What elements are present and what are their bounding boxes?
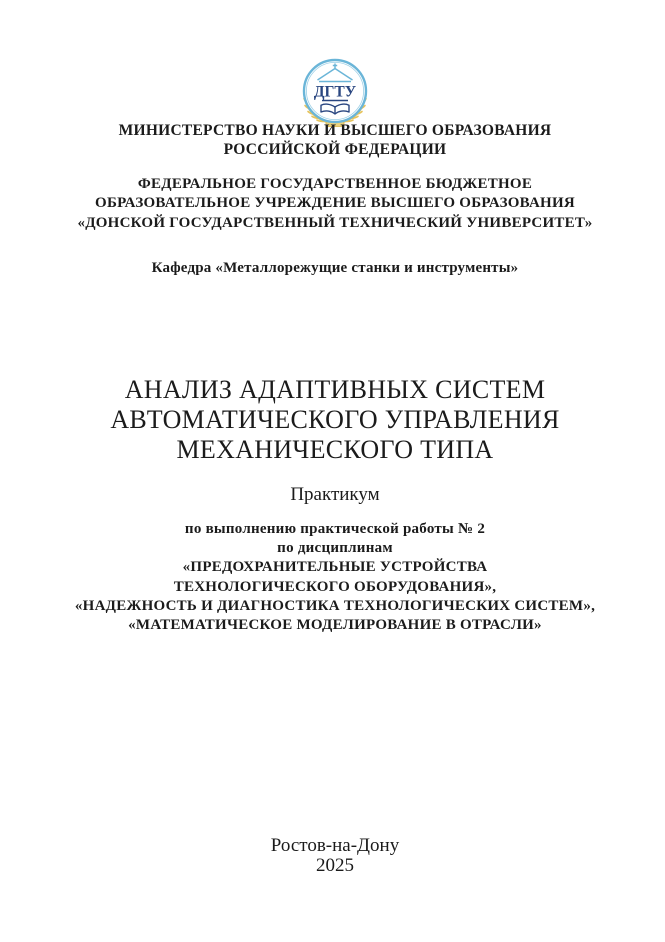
document-title-line: МЕХАНИЧЕСКОГО ТИПА [176,435,494,464]
details-line: ТЕХНОЛОГИЧЕСКОГО ОБОРУДОВАНИЯ», [173,578,497,595]
details-line: по выполнению практической работы № 2 [184,521,486,537]
imprint-year: 2025 [316,854,354,876]
document-title [5,375,665,465]
imprint [5,836,665,875]
details-line: по дисциплинам [277,540,393,557]
disciplines-block [5,520,665,635]
institution-heading [5,175,665,233]
ministry-line: РОССИЙСКОЙ ФЕДЕРАЦИИ [223,141,447,159]
document-title-line: АНАЛИЗ АДАПТИВНЫХ СИСТЕМ [124,375,546,404]
institution-line: ФЕДЕРАЛЬНОЕ ГОСУДАРСТВЕННОЕ БЮДЖЕТНОЕ [137,176,533,192]
document-title-line: АВТОМАТИЧЕСКОГО УПРАВЛЕНИЯ [110,405,560,434]
details-line: «МАТЕМАТИЧЕСКОЕ МОДЕЛИРОВАНИЕ В ОТРАСЛИ» [128,617,542,634]
ministry-heading [5,121,665,160]
document-subtitle: Практикум [290,484,380,505]
department-line: Кафедра «Металлорежущие станки и инструменты» [151,260,519,276]
dgtu-emblem-icon [295,52,375,128]
details-line: «НАДЕЖНОСТЬ И ДИАГНОСТИКА ТЕХНОЛОГИЧЕСКИХ СИСТЕМ», [74,597,596,614]
details-line: «ПРЕДОХРАНИТЕЛЬНЫЕ УСТРОЙСТВА [182,559,488,576]
institution-line: «ДОНСКОЙ ГОСУДАРСТВЕННЫЙ ТЕХНИЧЕСКИЙ УНИВЕРСИТЕТ» [77,214,593,231]
imprint-city: Ростов-на-Дону [270,835,400,856]
institution-line: ОБРАЗОВАТЕЛЬНОЕ УЧРЕЖДЕНИЕ ВЫСШЕГО ОБРАЗОВАНИЯ [95,195,575,212]
ministry-line: МИНИСТЕРСТВО НАУКИ И ВЫСШЕГО ОБРАЗОВАНИЯ [118,122,552,139]
emblem-monogram: ДГТУ [313,83,357,101]
